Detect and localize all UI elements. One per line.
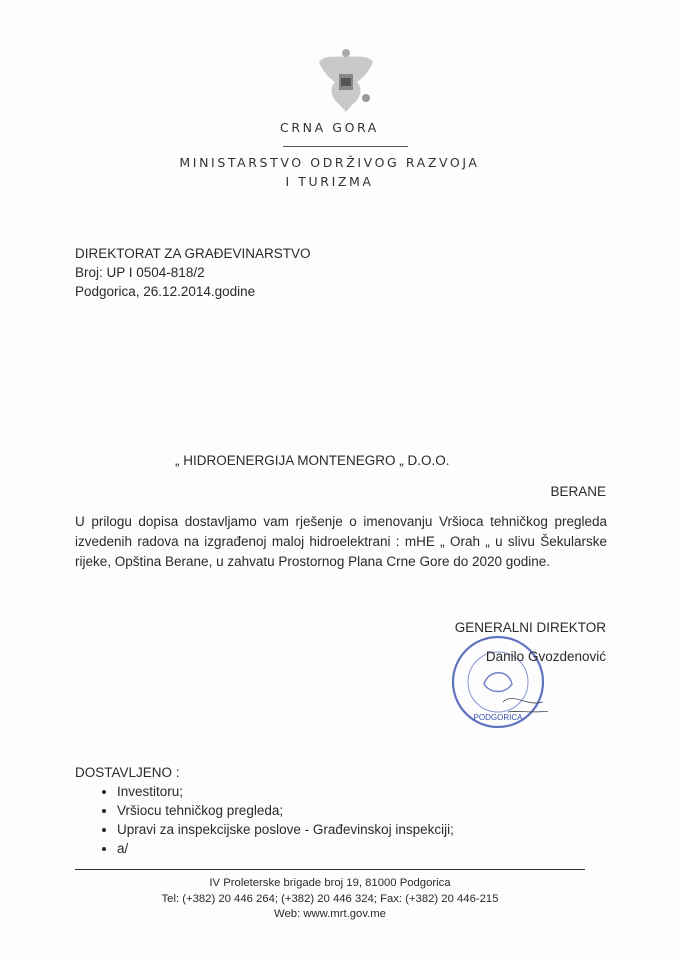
ministry-name-line2: I TURIZMA: [285, 174, 374, 189]
addressee-company: „ HIDROENERGIJA MONTENEGRO „ D.O.O.: [175, 453, 450, 468]
svg-text:PODGORICA: PODGORICA: [473, 713, 523, 722]
distribution-heading: DOSTAVLJENO :: [75, 765, 180, 780]
reference-number: Broj: UP I 0504-818/2: [75, 265, 205, 280]
coat-of-arms-icon: [315, 48, 377, 114]
footer-divider: [75, 869, 585, 870]
footer: [50, 876, 610, 923]
list-item: • a/: [117, 839, 454, 858]
distribution-list: [75, 763, 454, 858]
place-date: Podgorica, 26.12.2014.godine: [75, 284, 256, 299]
list-item: • Upravi za inspekcijske poslove - Građevinskoj inspekciji;: [117, 820, 454, 839]
footer-web: Web: www.mrt.gov.me: [274, 908, 386, 920]
country-name: CRNA GORA: [280, 120, 379, 135]
addressee-city: BERANE: [550, 484, 606, 499]
footer-address: IV Proleterske brigade broj 19, 81000 Podgorica: [209, 877, 451, 889]
letter-body: U prilogu dopisa dostavljamo vam rješenje o imenovanju Vršioca tehničkog pregleda izvedenih radova na izgrađenoj maloj hidroelektrani : mHE „ Orah „ u slivu Šekularske rijeke, Opština Berane, u zahvatu Prostornog Plana Crne Gore do 2020 godine.: [75, 514, 607, 569]
signatory-name: Danilo Gvozdenović: [485, 649, 606, 664]
list-item: • Vršiocu tehničkog pregleda;: [117, 801, 454, 820]
signatory-title: GENERALNI DIREKTOR: [454, 620, 606, 635]
directorate: DIREKTORAT ZA GRAĐEVINARSTVO: [75, 246, 311, 261]
footer-phones: Tel: (+382) 20 446 264; (+382) 20 446 324; Fax: (+382) 20 446-215: [161, 892, 499, 905]
header-divider: [283, 146, 408, 147]
ministry-name-line1: MINISTARSTVO ODRŽIVOG RAZVOJA: [179, 155, 480, 170]
list-item: • Investitoru;: [117, 782, 454, 801]
